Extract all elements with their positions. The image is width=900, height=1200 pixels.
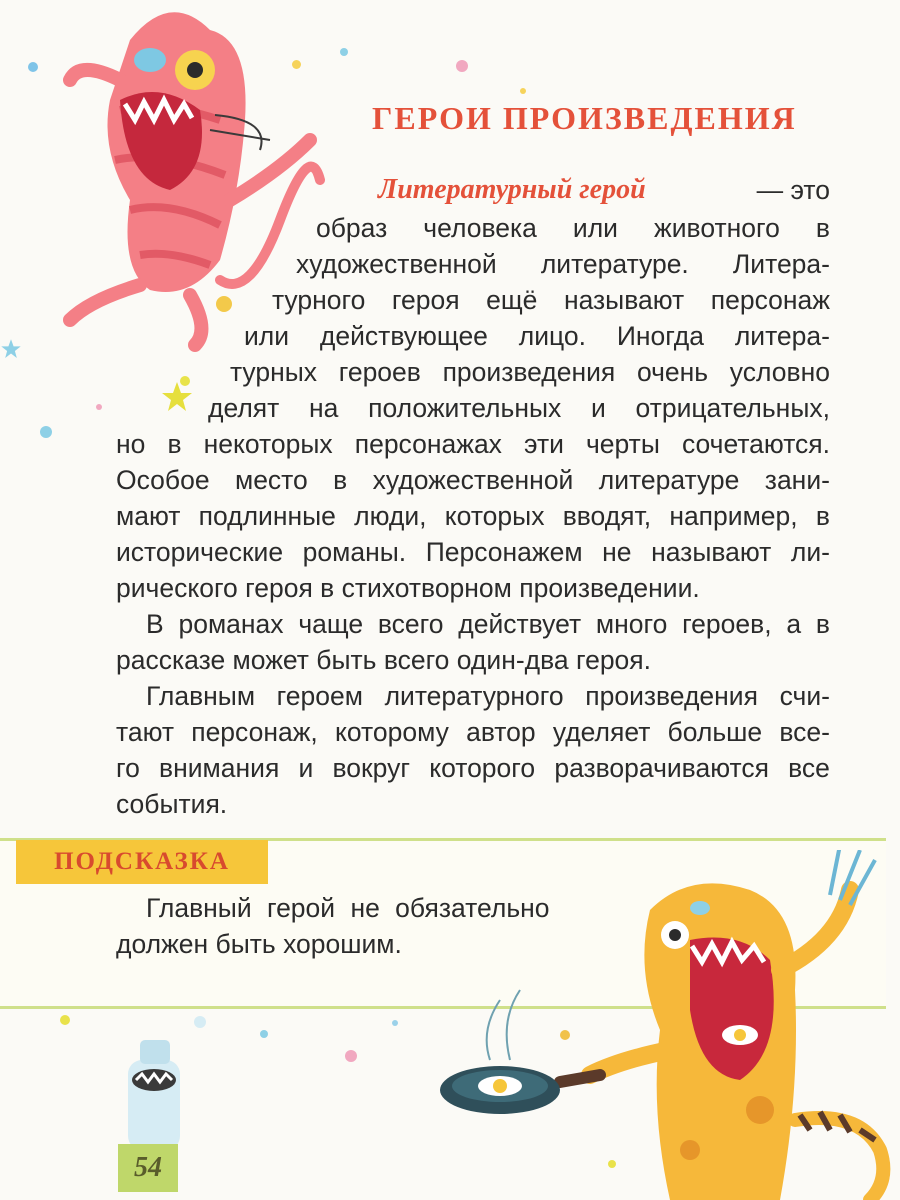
star-icon xyxy=(160,380,194,414)
page-title: ГЕРОИ ПРОИЗВЕДЕНИЯ xyxy=(372,100,797,136)
text-line: исторические романы. Персонажем не называют ли- xyxy=(116,537,830,567)
text-line: го внимания и вокруг которого разворачиваются все xyxy=(116,753,830,783)
text-line: или действующее лицо. Иногда литера- xyxy=(244,321,830,351)
text-line: В романах чаще всего действует много героев, а в xyxy=(146,609,830,639)
term-literary-hero: Литературный герой xyxy=(378,174,646,205)
text-line: турного героя ещё называют персонаж xyxy=(272,285,830,315)
text-line: образ человека или животного в xyxy=(316,213,830,243)
hint-text-line: Главный герой не обязательно xyxy=(146,893,550,923)
text-line: Литературный герой — это xyxy=(378,172,830,208)
hint-text-line: должен быть хорошим. xyxy=(116,929,402,959)
text-line: турных героев произведения очень условно xyxy=(230,357,830,387)
text-line: художественной литературе. Литера- xyxy=(296,249,830,279)
text-line: Особое место в художественной литературе зани- xyxy=(116,465,830,495)
star-icon xyxy=(0,338,22,360)
orange-cat-illustration xyxy=(420,850,900,1200)
page-number: 54 xyxy=(118,1144,178,1192)
text-line: события. xyxy=(116,789,228,819)
text-line: делят на положительных и отрицательных, xyxy=(208,393,830,423)
salt-shaker-illustration xyxy=(110,1010,220,1160)
text-line: но в некоторых персонажах эти черты сочетаются. xyxy=(116,429,830,459)
text-line: Главным героем литературного произведения счи- xyxy=(146,681,830,711)
text-line: мают подлинные люди, которых вводят, например, в xyxy=(116,501,830,531)
text-line: тают персонаж, которому автор уделяет больше все- xyxy=(116,717,830,747)
text-line: рассказе может быть всего один-два героя. xyxy=(116,645,652,675)
hint-label: ПОДСКАЗКА xyxy=(16,840,268,884)
text-line: рического героя в стихотворном произведении. xyxy=(116,573,700,603)
